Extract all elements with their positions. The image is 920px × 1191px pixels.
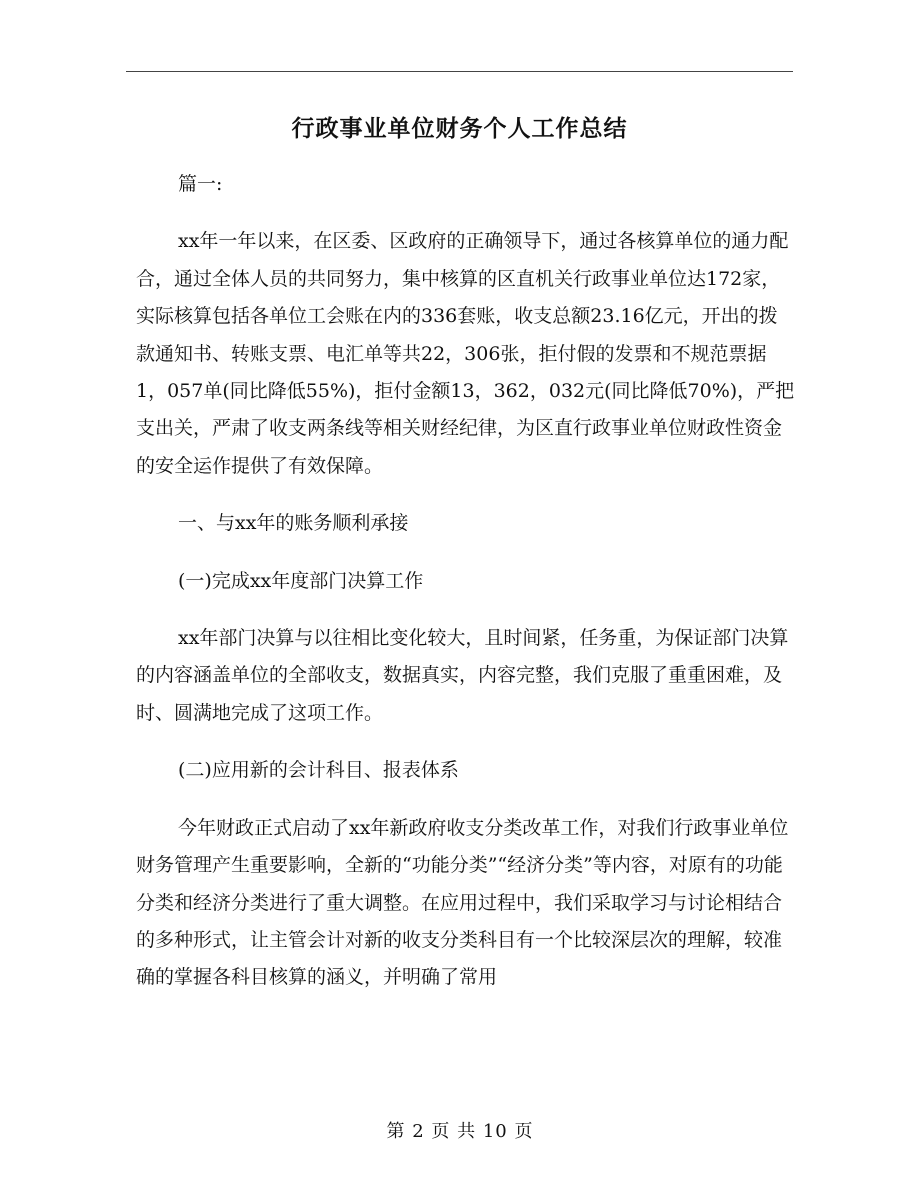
subsection-heading: (二)应用新的会计科目、报表体系 bbox=[178, 759, 459, 782]
body-paragraph: 今年财政正式启动了xx年新政府收支分类改革工作，对我们行政事业单位财务管理产生重要影响，全新的“功能分类”“经济分类”等内容，对原有的功能分类和经济分类进行了重大调整。在应用过程中，我们采取学习与讨论相结合的多种形式，让主管会计对新的收支分类科目有一个比较深层次的理解，较准确的掌握各科目核算的涵义，并明确了常用 bbox=[136, 816, 789, 989]
header-rule bbox=[126, 71, 793, 72]
section-heading: 一、与xx年的账务顺利承接 bbox=[178, 512, 409, 535]
document-body bbox=[136, 166, 796, 1017]
page-number-footer: 第 2 页 共 10 页 bbox=[386, 1121, 534, 1142]
document-title: 行政事业单位财务个人工作总结 bbox=[291, 115, 628, 142]
body-paragraph: xx年一年以来，在区委、区政府的正确领导下，通过各核算单位的通力配合，通过全体人员的共同努力，集中核算的区直机关行政事业单位达172家，实际核算包括各单位工会账在内的336套账，收支总额23.16亿元，开出的拨款通知书、转账支票、电汇单等共22，306张，拒付假的发票和不规范票据1，057单(同比降低55%)，拒付金额13，362，032元(同比降低70%)，严把支出关，严肃了收支两条线等相关财经纪律，为区直行政事业单位财政性资金的安全运作提供了有效保障。 bbox=[136, 230, 795, 477]
section-label: 篇一: bbox=[178, 173, 223, 195]
subsection-heading: (一)完成xx年度部门决算工作 bbox=[178, 569, 424, 592]
body-paragraph: xx年部门决算与以往相比变化较大，且时间紧，任务重，为保证部门决算的内容涵盖单位的全部收支，数据真实，内容完整，我们克服了重重困难，及时、圆满地完成了这项工作。 bbox=[136, 627, 789, 724]
